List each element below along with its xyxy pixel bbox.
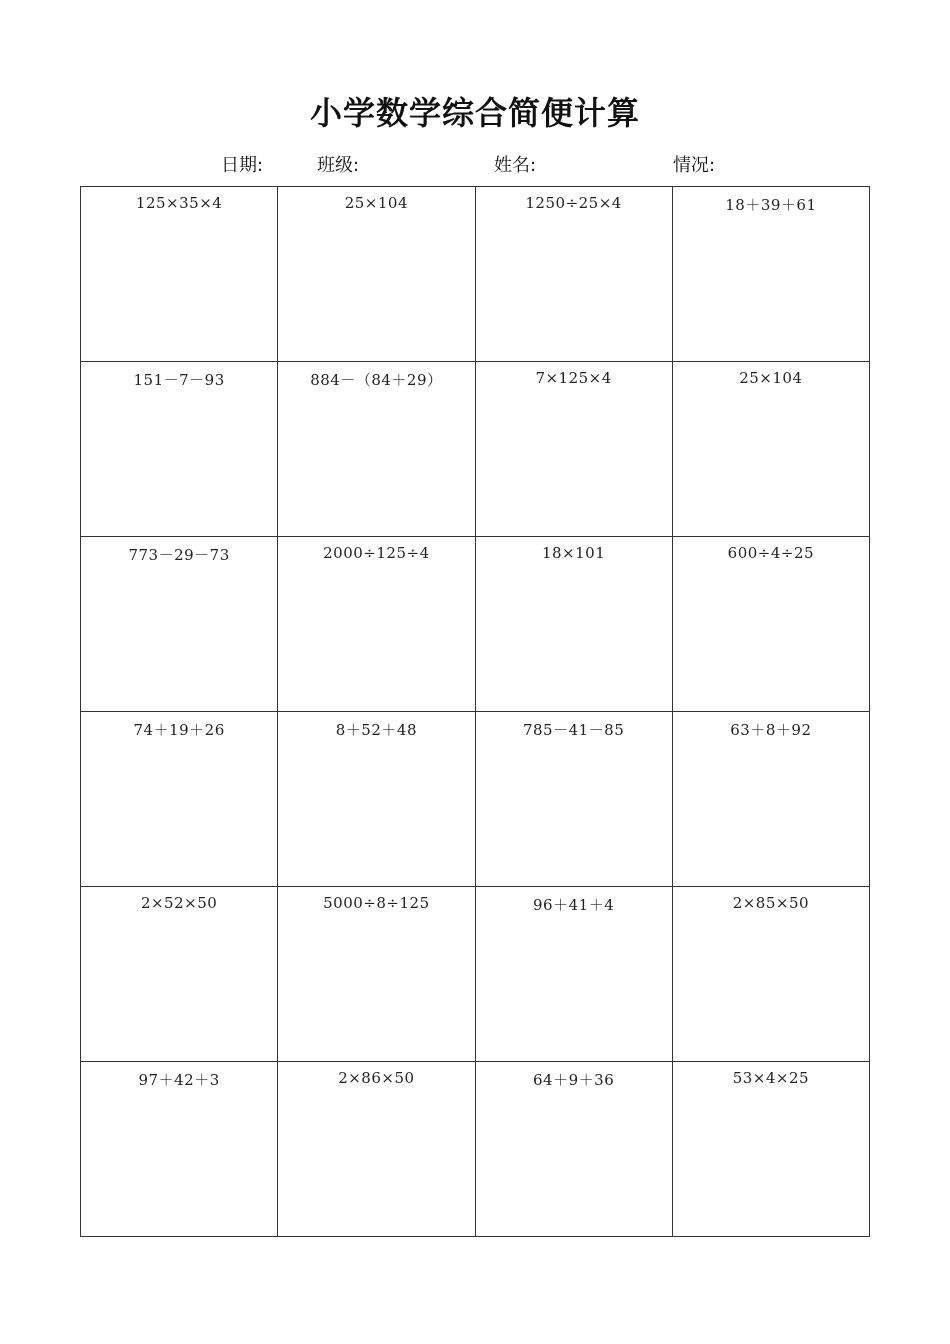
problem-cell[interactable]	[475, 712, 672, 887]
problem-expression: 2×86×50	[338, 1069, 415, 1087]
problem-cell[interactable]	[81, 362, 278, 537]
status-label: 情况:	[673, 155, 716, 176]
problem-expression: 7×125×4	[535, 369, 612, 387]
problem-cell[interactable]	[81, 1062, 278, 1237]
problem-cell[interactable]	[475, 537, 672, 712]
problem-expression: 151－7－93	[133, 371, 225, 389]
problem-expression: 884－（84＋29）	[310, 371, 443, 389]
problem-cell[interactable]	[672, 1062, 869, 1237]
problem-expression: 785－41－85	[522, 721, 625, 739]
problem-cell[interactable]	[81, 537, 278, 712]
table-row	[81, 362, 870, 537]
problem-expression: 5000÷8÷125	[323, 894, 430, 912]
table-row	[81, 712, 870, 887]
problem-cell[interactable]	[672, 712, 869, 887]
problem-expression: 74＋19＋26	[133, 721, 225, 739]
problem-cell[interactable]	[278, 712, 475, 887]
page-title: 小学数学综合简便计算	[309, 94, 640, 132]
problem-expression: 18×101	[541, 544, 606, 562]
problem-expression: 773－29－73	[128, 546, 230, 564]
problem-expression: 600÷4÷25	[727, 544, 815, 562]
problem-cell[interactable]	[672, 187, 869, 362]
problem-cell[interactable]	[672, 537, 869, 712]
problem-expression: 125×35×4	[135, 194, 223, 212]
problem-cell[interactable]	[278, 887, 475, 1062]
info-row	[0, 151, 950, 175]
problem-expression: 8＋52＋48	[335, 721, 417, 739]
date-label: 日期:	[221, 155, 264, 176]
problem-expression: 53×4×25	[732, 1069, 810, 1087]
table-row	[81, 537, 870, 712]
problem-cell[interactable]	[278, 1062, 475, 1237]
problem-expression: 97＋42＋3	[138, 1071, 220, 1089]
problem-cell[interactable]	[81, 887, 278, 1062]
table-row	[81, 887, 870, 1062]
problem-expression: 25×104	[739, 369, 803, 387]
class-label: 班级:	[317, 155, 360, 176]
problem-expression: 64＋9＋36	[533, 1071, 615, 1089]
problem-expression: 2000÷125÷4	[323, 544, 430, 562]
problem-cell[interactable]	[278, 537, 475, 712]
problem-cell[interactable]	[475, 362, 672, 537]
table-row	[81, 1062, 870, 1237]
problem-expression: 1250÷25×4	[525, 194, 622, 212]
problem-cell[interactable]	[475, 187, 672, 362]
problem-cell[interactable]	[81, 187, 278, 362]
problem-expression: 25×104	[344, 194, 409, 212]
problem-expression: 2×85×50	[732, 894, 810, 912]
problem-expression: 63＋8＋92	[730, 721, 812, 739]
problem-expression: 2×52×50	[140, 894, 218, 912]
problem-cell[interactable]	[278, 187, 475, 362]
problem-cell[interactable]	[475, 887, 672, 1062]
problem-cell[interactable]	[672, 887, 869, 1062]
problem-expression: 96＋41＋4	[533, 896, 615, 914]
problem-cell[interactable]	[81, 712, 278, 887]
problem-cell[interactable]	[475, 1062, 672, 1237]
problem-expression: 18＋39＋61	[725, 196, 817, 214]
name-label: 姓名:	[494, 155, 537, 176]
problem-grid	[80, 186, 870, 1237]
problem-cell[interactable]	[672, 362, 869, 537]
problem-cell[interactable]	[278, 362, 475, 537]
table-row	[81, 187, 870, 362]
